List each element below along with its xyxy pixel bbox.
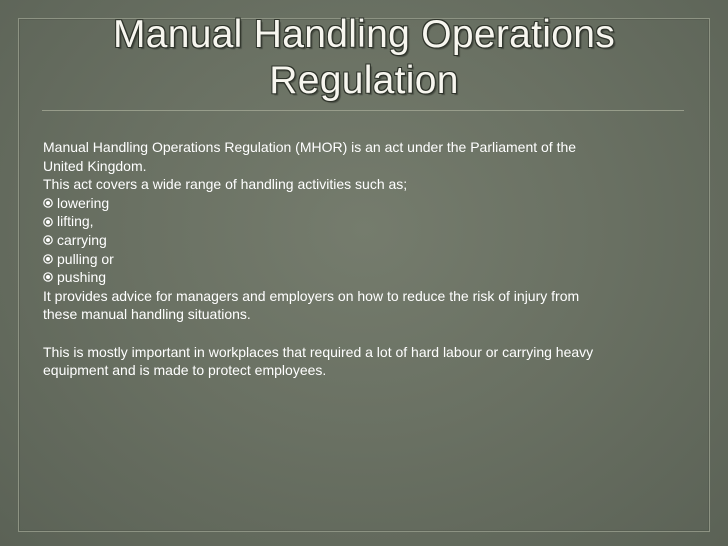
bullet-text-lowering: lowering (57, 194, 110, 211)
bullet-item-carrying (43, 231, 693, 250)
slide-body (43, 138, 693, 380)
bullet-item-lowering (43, 194, 693, 213)
title-divider (42, 110, 684, 111)
importance-line-2: equipment and is made to protect employees. (43, 362, 327, 379)
slide-title-line-1: Manual Handling Operations (112, 13, 616, 56)
circle-bullet-icon (43, 198, 53, 208)
circle-bullet-icon (43, 235, 53, 245)
paragraph-gap (43, 324, 693, 343)
circle-bullet-icon (43, 254, 53, 264)
advice-line-2: these manual handling situations. (43, 306, 251, 323)
bullet-text-pushing: pushing (57, 269, 107, 286)
bullet-item-lifting (43, 212, 693, 231)
circle-bullet-icon (43, 217, 53, 227)
bullet-text-carrying: carrying (57, 231, 107, 248)
scope-text: This act covers a wide range of handling activities such as; (43, 176, 408, 193)
importance-line-1: This is mostly important in workplaces that required a lot of hard labour or carrying heavy (43, 343, 594, 360)
slide-title (40, 12, 688, 104)
bullet-text-lifting: lifting, (57, 213, 94, 230)
circle-bullet-icon (43, 272, 53, 282)
advice-line-1: It provides advice for managers and employers on how to reduce the risk of injury from (43, 287, 580, 304)
intro-line-2: United Kingdom. (43, 157, 147, 174)
intro-line-1: Manual Handling Operations Regulation (MHOR) is an act under the Parliament of the (43, 139, 577, 155)
bullet-item-pushing (43, 268, 693, 287)
slide-title-line-2: Regulation (269, 59, 459, 102)
bullet-item-pulling (43, 250, 693, 269)
bullet-text-pulling: pulling or (57, 250, 114, 267)
